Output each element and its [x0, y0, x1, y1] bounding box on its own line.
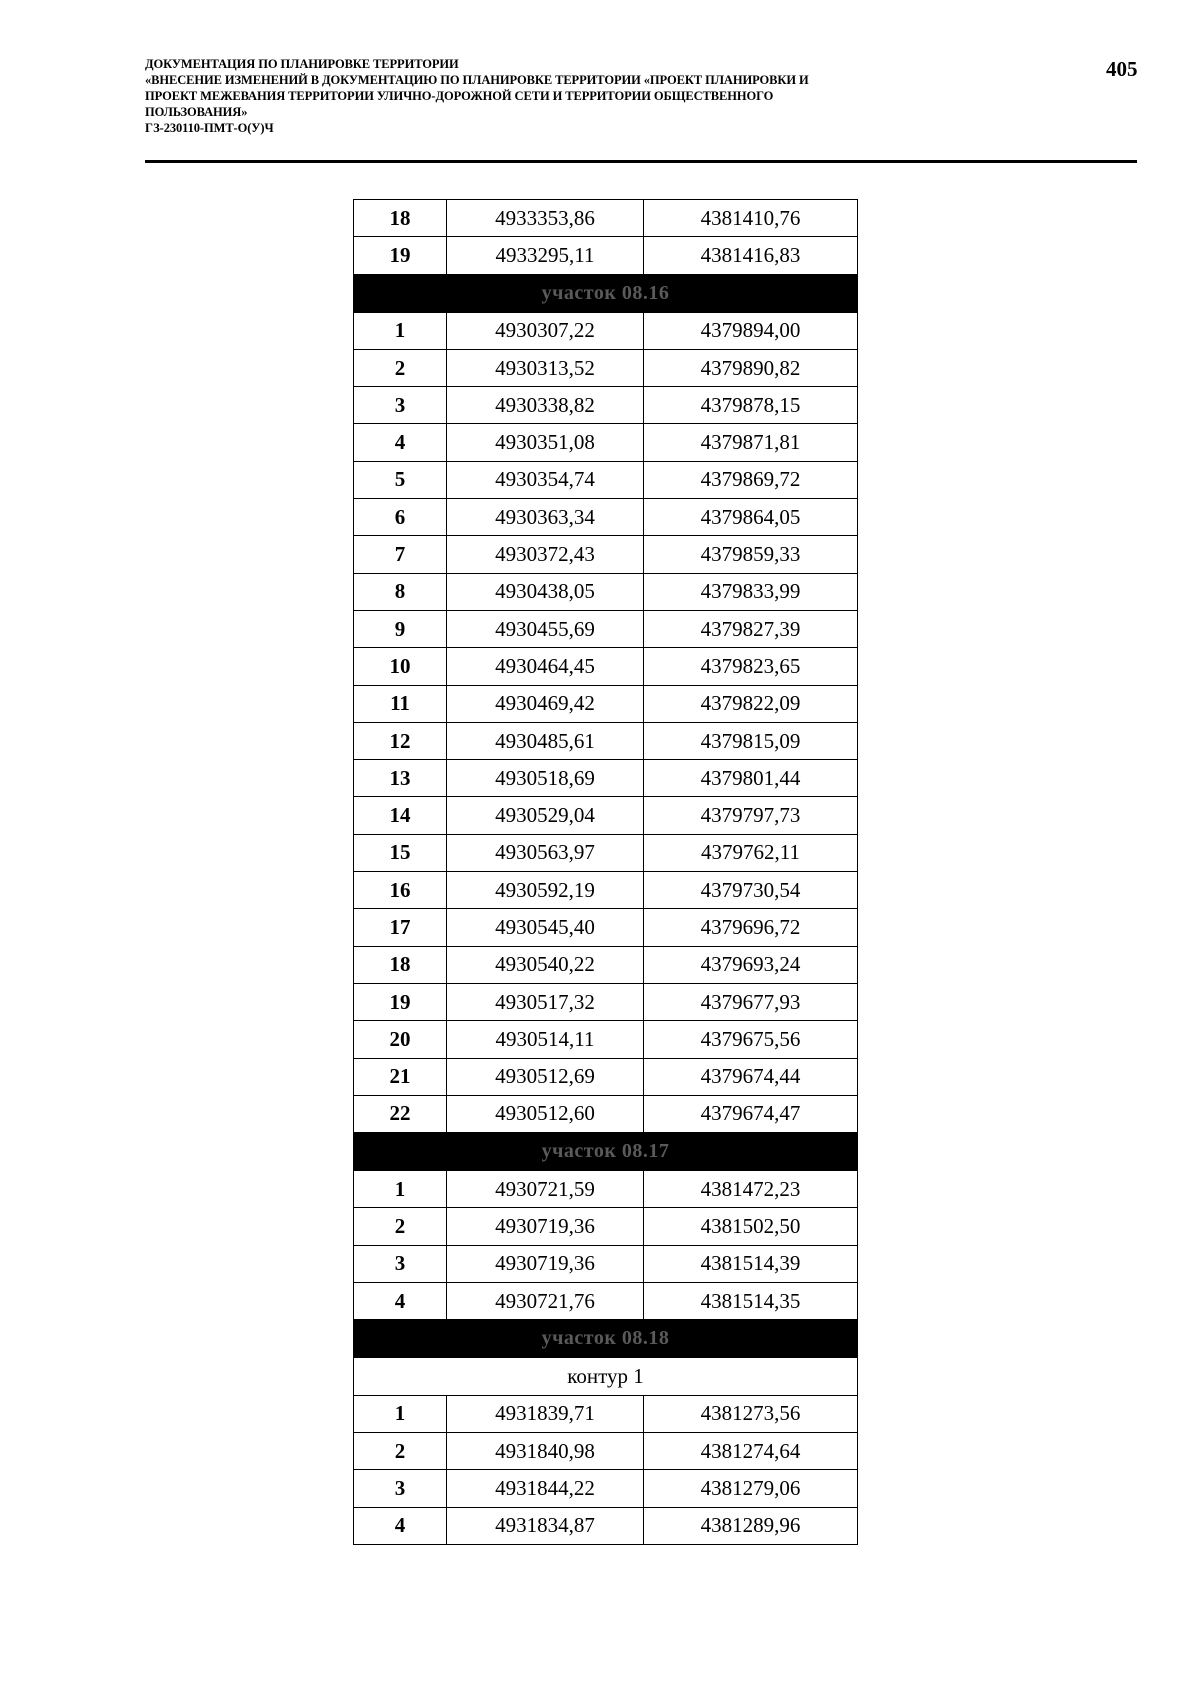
y-coordinate-cell: 4381416,83	[644, 237, 858, 274]
y-coordinate-cell: 4381274,64	[644, 1432, 858, 1469]
x-coordinate-cell: 4930545,40	[447, 909, 644, 946]
y-coordinate-cell: 4381289,96	[644, 1507, 858, 1544]
table-row	[354, 1245, 858, 1282]
y-coordinate-cell: 4379674,44	[644, 1058, 858, 1095]
x-coordinate-cell: 4930529,04	[447, 797, 644, 834]
x-coordinate-cell: 4930719,36	[447, 1245, 644, 1282]
table-row	[354, 573, 858, 610]
table-row	[354, 946, 858, 983]
table-row	[354, 312, 858, 349]
table-row	[354, 760, 858, 797]
y-coordinate-cell: 4379833,99	[644, 573, 858, 610]
header-line-4: ПОЛЬЗОВАНИЯ»	[145, 105, 248, 119]
table-row	[354, 536, 858, 573]
point-number-cell: 13	[354, 760, 447, 797]
table-row	[354, 461, 858, 498]
x-coordinate-cell: 4930719,36	[447, 1208, 644, 1245]
point-number-cell: 2	[354, 1208, 447, 1245]
table-row	[354, 909, 858, 946]
x-coordinate-cell: 4930464,45	[447, 648, 644, 685]
y-coordinate-cell: 4381410,76	[644, 200, 858, 237]
point-number-cell: 7	[354, 536, 447, 573]
x-coordinate-cell: 4930721,59	[447, 1171, 644, 1208]
y-coordinate-cell: 4381514,39	[644, 1245, 858, 1282]
point-number-cell: 1	[354, 1395, 447, 1432]
section-header-row	[354, 1133, 858, 1171]
x-coordinate-cell: 4931839,71	[447, 1395, 644, 1432]
y-coordinate-cell: 4379859,33	[644, 536, 858, 573]
table-row	[354, 1171, 858, 1208]
y-coordinate-cell: 4379693,24	[644, 946, 858, 983]
header-line-3: ПРОЕКТ МЕЖЕВАНИЯ ТЕРРИТОРИИ УЛИЧНО-ДОРОЖНОЙ СЕТИ И ТЕРРИТОРИИ ОБЩЕСТВЕННОГО	[145, 89, 774, 103]
y-coordinate-cell: 4379674,47	[644, 1095, 858, 1132]
x-coordinate-cell: 4930351,08	[447, 424, 644, 461]
x-coordinate-cell: 4930518,69	[447, 760, 644, 797]
coordinates-table	[353, 199, 858, 1545]
x-coordinate-cell: 4930512,60	[447, 1095, 644, 1132]
y-coordinate-cell: 4379822,09	[644, 685, 858, 722]
contour-label: контур 1	[354, 1358, 858, 1395]
x-coordinate-cell: 4930563,97	[447, 834, 644, 871]
point-number-cell: 11	[354, 685, 447, 722]
x-coordinate-cell: 4930438,05	[447, 573, 644, 610]
point-number-cell: 17	[354, 909, 447, 946]
table-row	[354, 872, 858, 909]
point-number-cell: 16	[354, 872, 447, 909]
point-number-cell: 1	[354, 312, 447, 349]
x-coordinate-cell: 4930514,11	[447, 1021, 644, 1058]
x-coordinate-cell: 4930485,61	[447, 722, 644, 759]
table-row	[354, 1283, 858, 1320]
point-number-cell: 20	[354, 1021, 447, 1058]
point-number-cell: 12	[354, 722, 447, 759]
y-coordinate-cell: 4379827,39	[644, 610, 858, 647]
table-row	[354, 200, 858, 237]
section-label: участок 08.18	[354, 1320, 858, 1358]
section-header-row	[354, 1320, 858, 1358]
coordinates-table-body	[354, 200, 858, 1545]
y-coordinate-cell: 4379815,09	[644, 722, 858, 759]
x-coordinate-cell: 4930307,22	[447, 312, 644, 349]
y-coordinate-cell: 4379878,15	[644, 387, 858, 424]
x-coordinate-cell: 4930363,34	[447, 499, 644, 536]
y-coordinate-cell: 4381279,06	[644, 1470, 858, 1507]
x-coordinate-cell: 4930313,52	[447, 349, 644, 386]
y-coordinate-cell: 4379869,72	[644, 461, 858, 498]
section-label: участок 08.16	[354, 274, 858, 312]
point-number-cell: 3	[354, 1245, 447, 1282]
y-coordinate-cell: 4379871,81	[644, 424, 858, 461]
point-number-cell: 3	[354, 387, 447, 424]
point-number-cell: 18	[354, 946, 447, 983]
table-row	[354, 1432, 858, 1469]
table-row	[354, 797, 858, 834]
point-number-cell: 2	[354, 1432, 447, 1469]
point-number-cell: 4	[354, 1283, 447, 1320]
x-coordinate-cell: 4931844,22	[447, 1470, 644, 1507]
table-row	[354, 1208, 858, 1245]
x-coordinate-cell: 4930721,76	[447, 1283, 644, 1320]
table-row	[354, 1395, 858, 1432]
y-coordinate-cell: 4379801,44	[644, 760, 858, 797]
table-row	[354, 1507, 858, 1544]
point-number-cell: 22	[354, 1095, 447, 1132]
x-coordinate-cell: 4930517,32	[447, 983, 644, 1020]
table-row	[354, 387, 858, 424]
y-coordinate-cell: 4379730,54	[644, 872, 858, 909]
table-row	[354, 1058, 858, 1095]
point-number-cell: 18	[354, 200, 447, 237]
table-row	[354, 1470, 858, 1507]
document-header	[145, 56, 1075, 136]
point-number-cell: 10	[354, 648, 447, 685]
x-coordinate-cell: 4930354,74	[447, 461, 644, 498]
y-coordinate-cell: 4379696,72	[644, 909, 858, 946]
table-row	[354, 648, 858, 685]
header-divider	[145, 160, 1137, 163]
table-row	[354, 424, 858, 461]
point-number-cell: 4	[354, 424, 447, 461]
y-coordinate-cell: 4379677,93	[644, 983, 858, 1020]
x-coordinate-cell: 4931834,87	[447, 1507, 644, 1544]
x-coordinate-cell: 4930512,69	[447, 1058, 644, 1095]
point-number-cell: 2	[354, 349, 447, 386]
table-row	[354, 349, 858, 386]
section-header-row	[354, 274, 858, 312]
header-line-2: «ВНЕСЕНИЕ ИЗМЕНЕНИЙ В ДОКУМЕНТАЦИЮ ПО ПЛАНИРОВКЕ ТЕРРИТОРИИ «ПРОЕКТ ПЛАНИРОВКИ И	[145, 73, 809, 87]
contour-row	[354, 1358, 858, 1395]
table-row	[354, 610, 858, 647]
point-number-cell: 19	[354, 237, 447, 274]
x-coordinate-cell: 4930540,22	[447, 946, 644, 983]
point-number-cell: 8	[354, 573, 447, 610]
point-number-cell: 6	[354, 499, 447, 536]
y-coordinate-cell: 4379762,11	[644, 834, 858, 871]
y-coordinate-cell: 4379894,00	[644, 312, 858, 349]
point-number-cell: 15	[354, 834, 447, 871]
point-number-cell: 9	[354, 610, 447, 647]
document-code: ГЗ-230110-ПМТ-О(У)Ч	[145, 121, 274, 135]
x-coordinate-cell: 4930338,82	[447, 387, 644, 424]
point-number-cell: 1	[354, 1171, 447, 1208]
point-number-cell: 3	[354, 1470, 447, 1507]
point-number-cell: 5	[354, 461, 447, 498]
header-line-1: ДОКУМЕНТАЦИЯ ПО ПЛАНИРОВКЕ ТЕРРИТОРИИ	[145, 57, 459, 71]
y-coordinate-cell: 4381472,23	[644, 1171, 858, 1208]
section-label: участок 08.17	[354, 1133, 858, 1171]
y-coordinate-cell: 4379797,73	[644, 797, 858, 834]
y-coordinate-cell: 4379890,82	[644, 349, 858, 386]
x-coordinate-cell: 4933353,86	[447, 200, 644, 237]
table-row	[354, 722, 858, 759]
table-row	[354, 983, 858, 1020]
y-coordinate-cell: 4381273,56	[644, 1395, 858, 1432]
table-row	[354, 237, 858, 274]
table-row	[354, 1095, 858, 1132]
point-number-cell: 14	[354, 797, 447, 834]
x-coordinate-cell: 4930592,19	[447, 872, 644, 909]
table-row	[354, 499, 858, 536]
page-number: 405	[1106, 57, 1138, 81]
x-coordinate-cell: 4930469,42	[447, 685, 644, 722]
y-coordinate-cell: 4379864,05	[644, 499, 858, 536]
table-row	[354, 1021, 858, 1058]
x-coordinate-cell: 4933295,11	[447, 237, 644, 274]
point-number-cell: 21	[354, 1058, 447, 1095]
y-coordinate-cell: 4379823,65	[644, 648, 858, 685]
y-coordinate-cell: 4381514,35	[644, 1283, 858, 1320]
table-row	[354, 834, 858, 871]
y-coordinate-cell: 4381502,50	[644, 1208, 858, 1245]
x-coordinate-cell: 4931840,98	[447, 1432, 644, 1469]
table-row	[354, 685, 858, 722]
x-coordinate-cell: 4930372,43	[447, 536, 644, 573]
point-number-cell: 4	[354, 1507, 447, 1544]
y-coordinate-cell: 4379675,56	[644, 1021, 858, 1058]
point-number-cell: 19	[354, 983, 447, 1020]
x-coordinate-cell: 4930455,69	[447, 610, 644, 647]
